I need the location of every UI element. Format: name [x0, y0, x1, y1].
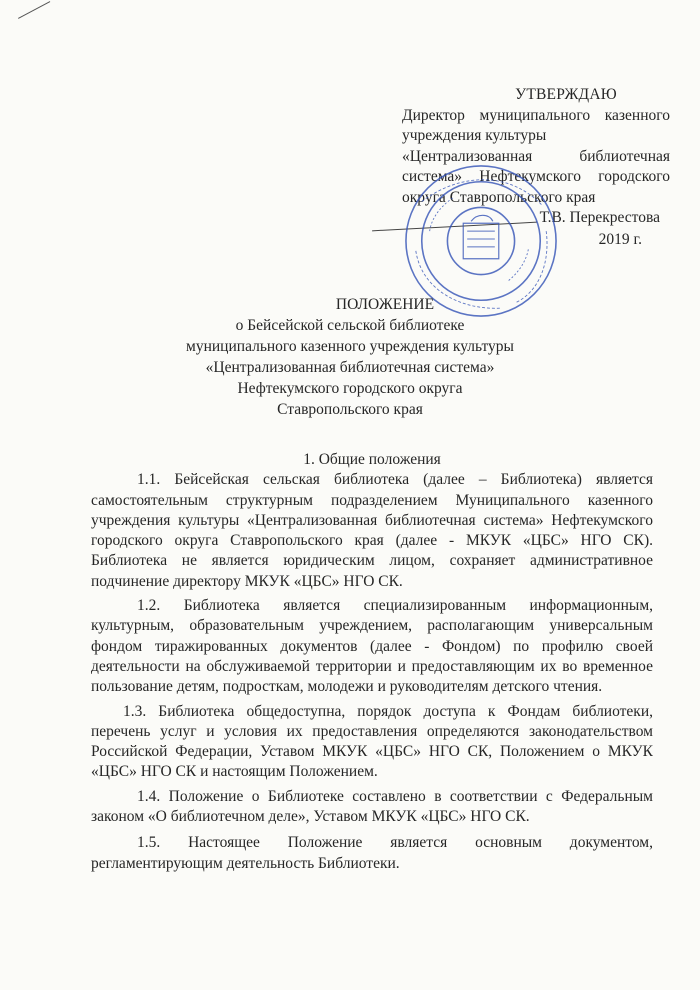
paragraph: 1.2. Библиотека является специализированным информационным, культурным, образовательным учреждением, располагающим универсальным фондом тиражированных документов (далее - Фондом) по профилю своей деятельности на обслуживаемой территории и предоставляющим их во временное пользование детям, подросткам, молодежи и руководителям детского чтения.	[91, 597, 653, 696]
approval-title: УТВЕРЖДАЮ	[515, 86, 617, 103]
signature-name: Т.В. Перекрестова	[539, 209, 660, 226]
heading-line: муниципального казенного учреждения культуры	[186, 338, 514, 355]
paragraph: 1.1. Бейсейская сельская библиотека (далее – Библиотека) является самостоятельным структурным подразделением Муниципального казенного учреждения культуры «Централизованная библиотечная система» Нефтекумского городского округа Ставропольского края (далее - МКУК «ЦБС» НГО СК). Библиотека не является юридическим лицом, сохраняет административное подчинение директору МКУК «ЦБС» НГО СК.	[91, 471, 653, 590]
approval-line: округа Ставропольского края	[402, 188, 596, 206]
paragraph: 1.4. Положение о Библиотеке составлено в соответствии с Федеральным законом «О библиотечном деле», Уставом МКУК «ЦБС» НГО СК.	[91, 787, 653, 826]
approval-date: 2019 г.	[598, 231, 642, 248]
heading-line: Ставропольского края	[277, 401, 423, 418]
heading-line: о Бейсейской сельской библиотеке	[235, 317, 465, 334]
document-title: ПОЛОЖЕНИЕ	[335, 296, 435, 313]
corner-pen-mark	[18, 1, 60, 36]
approval-line: система» Нефтекумского городского	[402, 168, 670, 185]
approval-line: «Централизованная библиотечная	[402, 147, 670, 165]
section-title: 1. Общие положения	[303, 451, 441, 468]
approval-line: Директор муниципального казенного	[402, 106, 670, 124]
heading-line: Нефтекумского городского округа	[237, 380, 463, 397]
paragraph: 1.5. Настоящее Положение является основным документом, регламентирующим деятельность Библиотеки.	[91, 834, 653, 872]
heading-line: «Централизованная библиотечная система»	[205, 359, 495, 376]
paragraph: 1.3. Библиотека общедоступна, порядок доступа к Фондам библиотеки, перечень услуг и условия их предоставления определяются законодательством Российской Федерации, Уставом МКУК «ЦБС» НГО СК, Положением о МКУК «ЦБС» НГО СК и настоящим Положением.	[91, 702, 653, 781]
document-body	[91, 450, 653, 878]
document-heading	[0, 294, 700, 420]
approval-line: учреждения культуры	[402, 127, 547, 144]
